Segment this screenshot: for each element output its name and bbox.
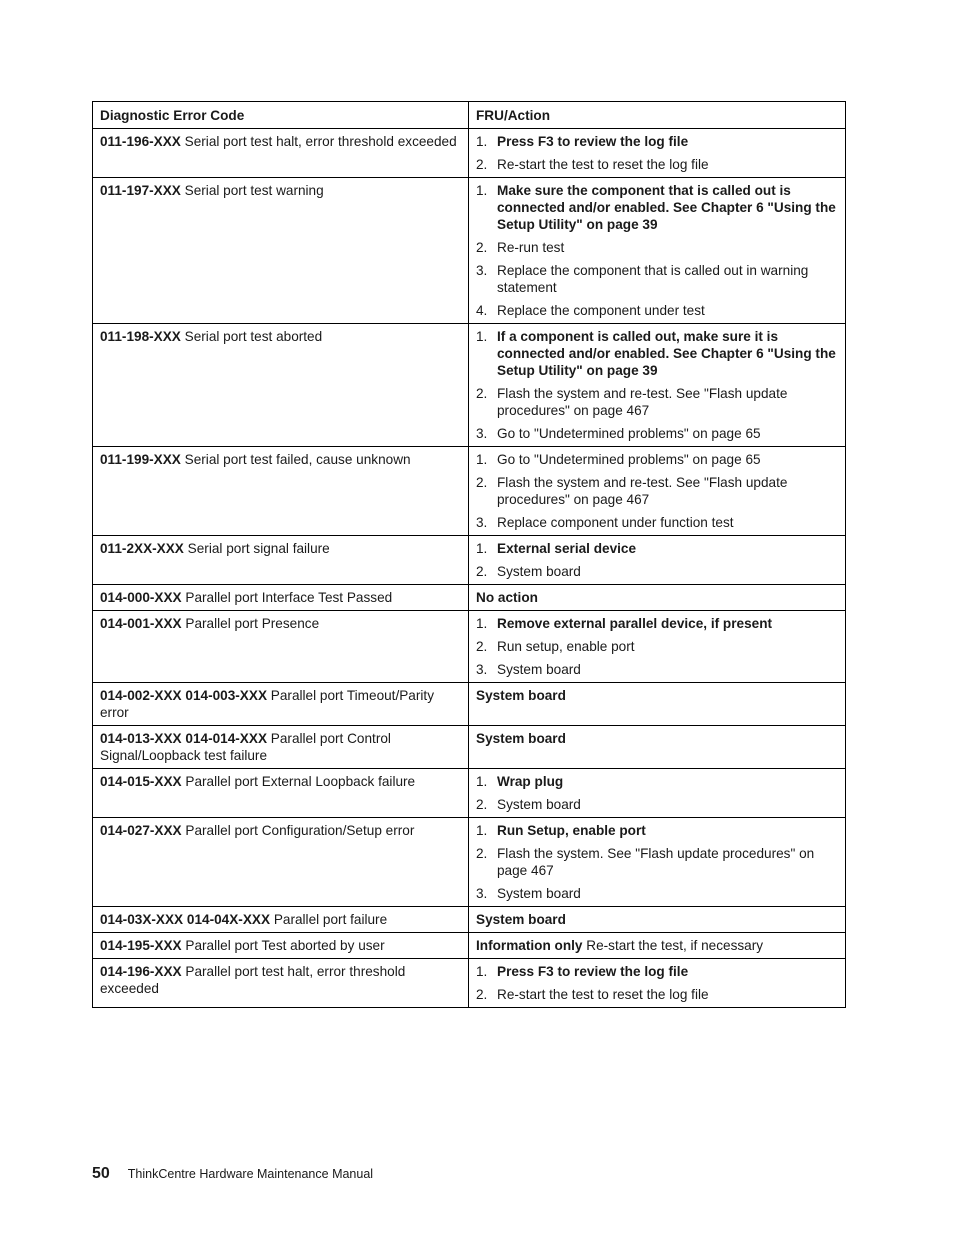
error-code: 011-2XX-XXX xyxy=(100,541,184,556)
action-number: 2. xyxy=(476,564,488,579)
action-number: 2. xyxy=(476,386,488,401)
error-description: Serial port signal failure xyxy=(187,541,330,556)
action-text: Run Setup, enable port xyxy=(497,823,646,838)
action-text: Run setup, enable port xyxy=(497,639,635,654)
action-item xyxy=(476,885,838,902)
error-description: Parallel port Interface Test Passed xyxy=(185,590,393,605)
error-code-cell xyxy=(93,447,469,536)
action-item xyxy=(476,239,838,256)
error-description: Serial port test aborted xyxy=(184,329,323,344)
action-item xyxy=(476,302,838,319)
fru-action-cell xyxy=(469,818,846,907)
error-code-cell xyxy=(93,726,469,769)
action-number: 1. xyxy=(476,452,488,467)
fru-action-bold: System board xyxy=(476,688,566,703)
fru-action-cell xyxy=(469,933,846,959)
error-code-cell xyxy=(93,611,469,683)
error-code: 014-015-XXX xyxy=(100,774,182,789)
action-list xyxy=(476,822,838,902)
error-description: Parallel port Presence xyxy=(185,616,320,631)
action-text: Replace the component under test xyxy=(497,303,705,318)
table-row xyxy=(93,818,846,907)
action-number: 1. xyxy=(476,183,488,198)
fru-action-cell xyxy=(469,178,846,324)
error-code-cell xyxy=(93,907,469,933)
error-code: 011-196-XXX xyxy=(100,134,181,149)
action-item xyxy=(476,451,838,468)
action-item xyxy=(476,514,838,531)
action-item xyxy=(476,385,838,419)
error-description: Parallel port Test aborted by user xyxy=(185,938,385,953)
fru-action-bold: Information only xyxy=(476,938,583,953)
action-number: 2. xyxy=(476,240,488,255)
action-number: 2. xyxy=(476,639,488,654)
error-description: Parallel port test halt, error threshold exceeded xyxy=(100,964,406,996)
fru-action-cell xyxy=(469,324,846,447)
fru-action-cell xyxy=(469,585,846,611)
error-code-cell xyxy=(93,933,469,959)
action-text: Press F3 to review the log file xyxy=(497,134,689,149)
action-number: 4. xyxy=(476,303,488,318)
action-list xyxy=(476,182,838,319)
action-text: Make sure the component that is called out is connected and/or enabled. See Chapter 6 "Using the Setup Utility" on page 39 xyxy=(497,183,836,232)
fru-action-bold: System board xyxy=(476,912,566,927)
error-code-cell xyxy=(93,959,469,1008)
page-footer xyxy=(92,1165,373,1183)
action-number: 1. xyxy=(476,616,488,631)
error-description: Serial port test failed, cause unknown xyxy=(184,452,411,467)
action-number: 1. xyxy=(476,774,488,789)
error-description: Parallel port Configuration/Setup error xyxy=(185,823,415,838)
action-number: 1. xyxy=(476,823,488,838)
action-text: External serial device xyxy=(497,541,637,556)
action-item xyxy=(476,986,838,1003)
action-item xyxy=(476,182,838,233)
action-list xyxy=(476,133,838,173)
action-item xyxy=(476,262,838,296)
error-code: 011-199-XXX xyxy=(100,452,181,467)
table-row xyxy=(93,447,846,536)
action-number: 2. xyxy=(476,797,488,812)
error-code-cell xyxy=(93,536,469,585)
table-row xyxy=(93,907,846,933)
fru-action-cell xyxy=(469,447,846,536)
action-text: System board xyxy=(497,797,581,812)
action-item xyxy=(476,796,838,813)
error-code-cell xyxy=(93,324,469,447)
fru-action-text: Re-start the test, if necessary xyxy=(586,938,764,953)
error-description: Parallel port External Loopback failure xyxy=(185,774,416,789)
action-item xyxy=(476,845,838,879)
error-code: 014-013-XXX 014-014-XXX xyxy=(100,731,268,746)
action-item xyxy=(476,773,838,790)
action-number: 3. xyxy=(476,662,488,677)
action-item xyxy=(476,156,838,173)
fru-action-cell xyxy=(469,683,846,726)
action-list xyxy=(476,773,838,813)
error-code: 014-000-XXX xyxy=(100,590,182,605)
error-code: 014-027-XXX xyxy=(100,823,182,838)
action-item xyxy=(476,540,838,557)
action-number: 3. xyxy=(476,886,488,901)
error-code-cell xyxy=(93,683,469,726)
action-text: System board xyxy=(497,662,581,677)
fru-action-bold: No action xyxy=(476,590,538,605)
fru-action-cell xyxy=(469,726,846,769)
error-description: Serial port test warning xyxy=(184,183,324,198)
table-row xyxy=(93,611,846,683)
table-row xyxy=(93,769,846,818)
fru-action-cell xyxy=(469,536,846,585)
header-diagnostic-error-code: Diagnostic Error Code xyxy=(93,102,469,129)
error-description: Parallel port Timeout/Parity error xyxy=(100,688,434,720)
action-list xyxy=(476,615,838,678)
page-number: 50 xyxy=(92,1165,110,1182)
action-list xyxy=(476,963,838,1003)
table-row xyxy=(93,585,846,611)
error-code-cell xyxy=(93,129,469,178)
action-item xyxy=(476,474,838,508)
table-row xyxy=(93,683,846,726)
action-number: 2. xyxy=(476,846,488,861)
action-list xyxy=(476,451,838,531)
action-text: System board xyxy=(497,564,581,579)
action-item xyxy=(476,563,838,580)
error-code: 014-002-XXX 014-003-XXX xyxy=(100,688,268,703)
table-row xyxy=(93,726,846,769)
table-row xyxy=(93,129,846,178)
table-row xyxy=(93,959,846,1008)
action-item xyxy=(476,963,838,980)
action-text: Press F3 to review the log file xyxy=(497,964,689,979)
error-code-cell xyxy=(93,769,469,818)
fru-action-cell xyxy=(469,907,846,933)
table-row xyxy=(93,933,846,959)
table-row xyxy=(93,178,846,324)
error-description: Parallel port failure xyxy=(273,912,388,927)
action-text: Re-start the test to reset the log file xyxy=(497,157,709,172)
action-number: 3. xyxy=(476,263,488,278)
action-item xyxy=(476,615,838,632)
fru-action-cell xyxy=(469,769,846,818)
diagnostic-table xyxy=(92,101,846,1008)
action-number: 2. xyxy=(476,157,488,172)
action-list xyxy=(476,540,838,580)
action-item xyxy=(476,328,838,379)
error-description: Parallel port Control Signal/Loopback test failure xyxy=(100,731,391,763)
table-header-row xyxy=(93,102,846,129)
action-text: Flash the system. See "Flash update procedures" on page 467 xyxy=(497,846,815,878)
action-item xyxy=(476,425,838,442)
action-number: 1. xyxy=(476,541,488,556)
error-code: 014-196-XXX xyxy=(100,964,182,979)
action-number: 2. xyxy=(476,987,488,1002)
error-code: 011-198-XXX xyxy=(100,329,181,344)
error-code-cell xyxy=(93,178,469,324)
action-text: Replace the component that is called out in warning statement xyxy=(497,263,809,295)
footer-title: ThinkCentre Hardware Maintenance Manual xyxy=(127,1167,374,1181)
table-body xyxy=(93,129,846,1008)
error-code: 014-03X-XXX 014-04X-XXX xyxy=(100,912,271,927)
action-number: 2. xyxy=(476,475,488,490)
action-number: 3. xyxy=(476,426,488,441)
action-text: Wrap plug xyxy=(497,774,564,789)
action-text: Re-start the test to reset the log file xyxy=(497,987,709,1002)
fru-action-cell xyxy=(469,959,846,1008)
action-text: Replace component under function test xyxy=(497,515,734,530)
error-code: 014-195-XXX xyxy=(100,938,182,953)
fru-action-bold: System board xyxy=(476,731,566,746)
error-code: 011-197-XXX xyxy=(100,183,181,198)
action-text: Re-run test xyxy=(497,240,565,255)
action-text: Flash the system and re-test. See "Flash update procedures" on page 467 xyxy=(497,475,788,507)
action-text: If a component is called out, make sure it is connected and/or enabled. See Chapter 6 "Using the Setup Utility" on page 39 xyxy=(497,329,836,378)
error-description: Serial port test halt, error threshold exceeded xyxy=(184,134,457,149)
action-number: 1. xyxy=(476,134,488,149)
action-number: 1. xyxy=(476,329,488,344)
error-code-cell xyxy=(93,818,469,907)
action-number: 1. xyxy=(476,964,488,979)
table-row xyxy=(93,536,846,585)
action-text: Go to "Undetermined problems" on page 65 xyxy=(497,426,761,441)
fru-action-cell xyxy=(469,611,846,683)
action-list xyxy=(476,328,838,442)
action-text: System board xyxy=(497,886,581,901)
action-text: Flash the system and re-test. See "Flash update procedures" on page 467 xyxy=(497,386,788,418)
error-code-cell xyxy=(93,585,469,611)
action-text: Go to "Undetermined problems" on page 65 xyxy=(497,452,761,467)
table-row xyxy=(93,324,846,447)
action-item xyxy=(476,661,838,678)
action-item xyxy=(476,638,838,655)
action-item xyxy=(476,133,838,150)
fru-action-cell xyxy=(469,129,846,178)
action-text: Remove external parallel device, if present xyxy=(497,616,773,631)
action-item xyxy=(476,822,838,839)
action-number: 3. xyxy=(476,515,488,530)
error-code: 014-001-XXX xyxy=(100,616,182,631)
header-fru-action: FRU/Action xyxy=(469,102,846,129)
